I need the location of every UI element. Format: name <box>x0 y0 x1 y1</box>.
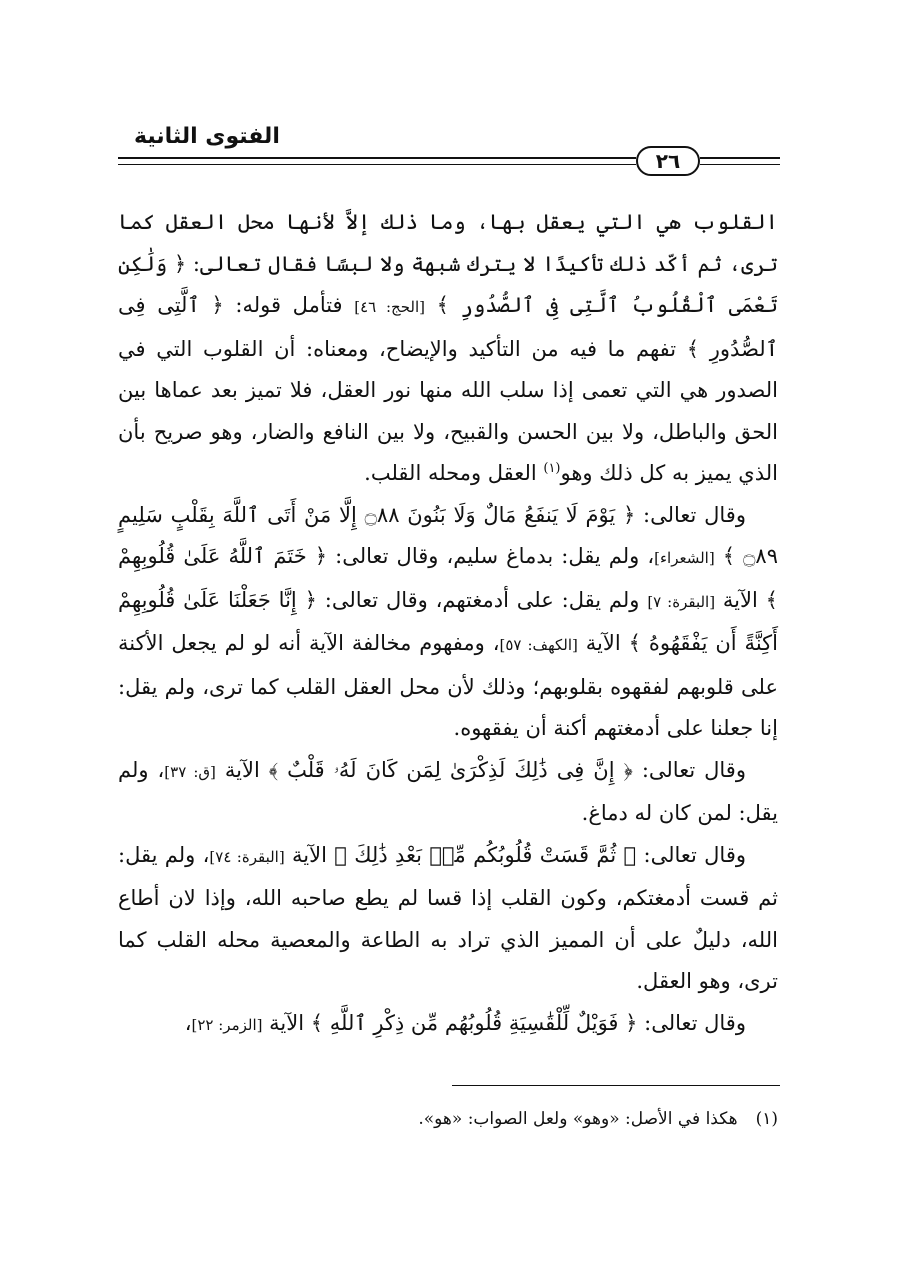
header-rule-right-thin <box>700 164 780 165</box>
footnote <box>200 1106 778 1132</box>
verse-reference: [الكهف: ٥٧] <box>499 636 578 654</box>
text-run: ، ولم يقل: ثم قست أدمغتكم، وكون القلب إذا قسا لم يطع صاحبه الله، وإذا لان أطاع الله، دليلٌ على أن المميز الذي تراد به الطاعة والمعصية محله القلب كما ترى، وهو العقل. <box>118 842 778 993</box>
header-rule-left-thin <box>118 164 636 165</box>
paragraph <box>118 750 778 835</box>
page-number: ٢٦ <box>655 149 681 173</box>
text-run: العقل ومحله القلب. <box>364 461 544 485</box>
text-run: وقال تعالى: ﴿ فَوَيْلٌ لِّلْقَٰسِيَةِ قُلُوبُهُم مِّن ذِكْرِ ٱللَّهِ ﴾ الآية <box>262 1010 746 1035</box>
text-run: القلوب هي التي يعقل بها، وما ذلك إلاَّ لأنها محل العقل كما ترى، ثم أكّد ذلك تأكيدًا لا يترك شبهة ولا لبسًا فقال تعالى: ﴿ وَلَٰكِن تَعْمَى ٱلْقُلُوبُ ٱلَّتِى فِى ٱلصُّدُورِ ﴾ <box>118 210 779 317</box>
header-rule-right <box>700 157 780 159</box>
footnote-marker: (١) <box>543 461 561 476</box>
verse-reference: [الحج: ٤٦] <box>354 298 426 316</box>
text-run: ، ولم يقل: لمن كان له دماغ. <box>118 757 778 825</box>
footnote-number: (١) <box>755 1109 778 1129</box>
verse-reference: [الشعراء] <box>654 549 715 567</box>
verse-reference: [ق: ٣٧] <box>164 762 216 781</box>
text-run: وقال تعالى: ﴿ ثُمَّ قَسَتْ قُلُوبُكُم مِّنۢ بَعْدِ ذَٰلِكَ ﴾ الآية <box>284 842 747 867</box>
paragraph <box>118 1003 778 1047</box>
paragraph <box>118 835 778 1003</box>
text-run: ، ومفهوم مخالفة الآية أنه لو لم يجعل الأكنة على قلوبهم لفقهوه بقلوبهم؛ وذلك لأن محل العقل القلب كما ترى، ولم يقل: إنا جعلنا على أدمغتهم أكنة أن يفقهوه. <box>118 631 778 740</box>
text-run: ولم يقل: على أدمغتهم، وقال تعالى: ﴿ إِنَّا جَعَلْنَا عَلَىٰ قُلُوبِهِمْ أَكِنَّةً أَن يَفْقَهُوهُ ﴾ الآية <box>118 587 778 655</box>
verse-reference: [الزمر: ٢٢] <box>191 1015 263 1034</box>
main-text <box>118 202 778 1046</box>
paragraph <box>118 202 778 495</box>
text-run: وقال تعالى: ﴿ يَوْمَ لَا يَنفَعُ مَالٌ وَلَا بَنُونَ ۝٨٨ إِلَّا مَنْ أَتَى ٱللَّهَ بِقَلْبٍ سَلِيمٍ ۝٨٩ ﴾ <box>118 502 778 568</box>
text-run: وقال تعالى: ﴿ إِنَّ فِى ذَٰلِكَ لَذِكْرَىٰ لِمَن كَانَ لَهُۥ قَلْبٌ ﴾ الآية <box>215 757 746 782</box>
footnote-text: هكذا في الأصل: «وهو» ولعل الصواب: «هو». <box>418 1109 738 1129</box>
paragraph <box>118 495 778 750</box>
text-run: ، ولم يقل: بدماغ سليم، وقال تعالى: ﴿ خَتَمَ ٱللَّهُ عَلَىٰ قُلُوبِهِمْ ﴾ الآية <box>118 544 778 612</box>
text-run: ، <box>184 1010 192 1035</box>
verse-reference: [البقرة: ٧] <box>647 592 716 611</box>
text-run: فتأمل قوله: ﴿ ٱلَّتِى فِى ٱلصُّدُورِ ﴾ تفهم ما فيه من التأكيد والإيضاح، ومعناه: أن القلوب التي في الصدور هي التي تعمى إذا سلب الله منها نور العقل، فلا تميز بعد عماها بين الحق والباطل، ولا بين الحسن والقبيح، ولا بين النافع والضار، وهو صريح بأن الذي يميز به كل ذلك وهو <box>118 293 778 485</box>
running-title: الفتوى الثانية <box>134 124 280 149</box>
verse-reference: [البقرة: ٧٤] <box>209 847 285 866</box>
footnote-separator <box>452 1085 780 1086</box>
header-rule-left <box>118 157 636 159</box>
page-number-badge <box>636 146 700 176</box>
